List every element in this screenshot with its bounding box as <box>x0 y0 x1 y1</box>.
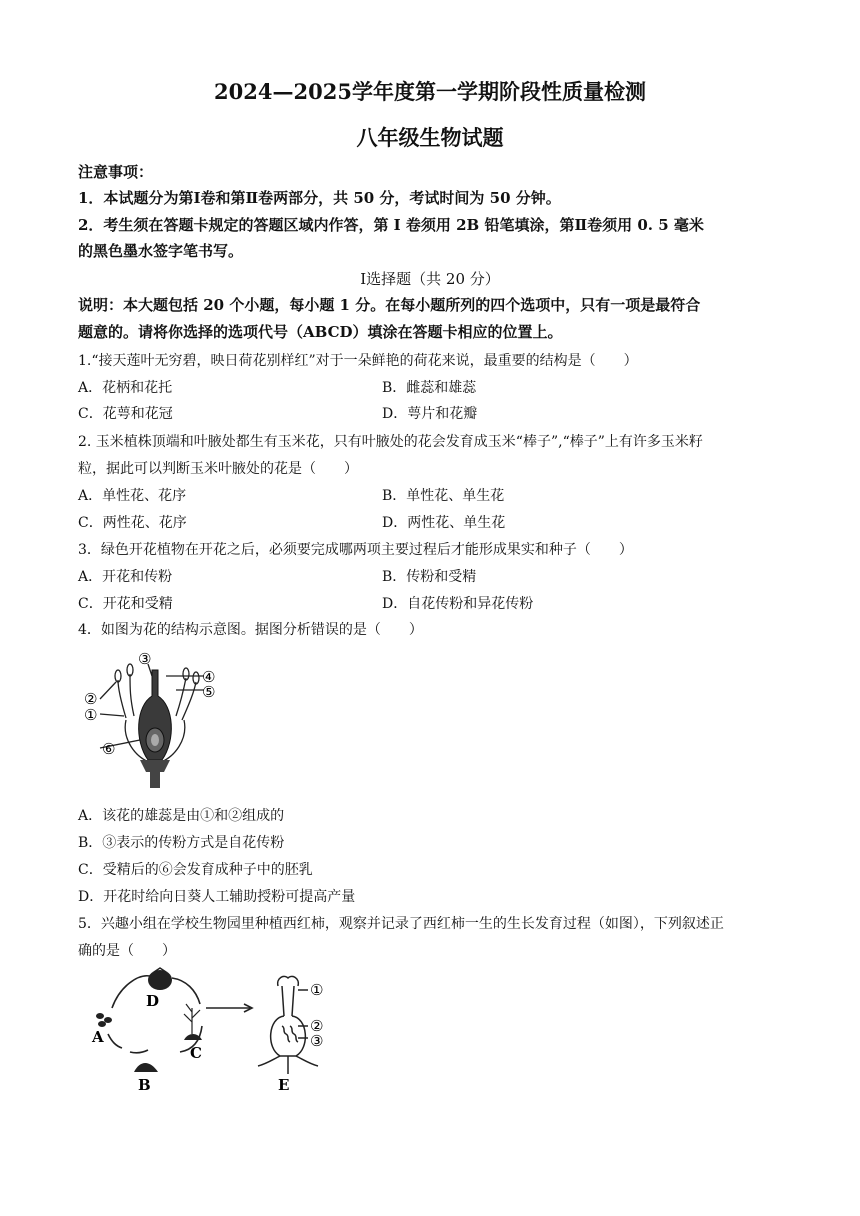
fig5-label-b: B <box>138 1076 151 1094</box>
q4-option-d: D．开花时给向日葵人工辅助授粉可提高产量 <box>78 889 356 905</box>
q1-option-c: C．花萼和花冠 <box>78 406 173 422</box>
fig4-label-3: ③ <box>138 650 152 668</box>
q3-stem: 3．绿色开花植物在开花之后，必须要完成哪两项主要过程后才能形成果实和种子（ ） <box>78 542 633 558</box>
section-desc-line-2: 题意的。请将你选择的选项代号（ABCD）填涂在答题卡相应的位置上。 <box>78 323 563 341</box>
fig4-label-5: ⑤ <box>202 683 216 701</box>
q2-option-a: A．单性花、花序 <box>78 488 187 504</box>
section-desc-line-1: 说明：本大题包括 20 个小题，每小题 1 分。在每小题所列的四个选项中，只有一项是最符合 <box>78 296 701 314</box>
notice-item-2-line-1: 2．考生须在答题卡规定的答题区域内作答，第 I 卷须用 2B 铅笔填涂，第Ⅱ卷须用 0. 5 毫米 <box>78 216 704 234</box>
fig4-label-4: ④ <box>202 668 216 686</box>
fig5-label-1: ① <box>310 981 324 999</box>
q2-option-c: C．两性花、花序 <box>78 515 187 531</box>
q4-option-c: C．受精后的⑥会发育成种子中的胚乳 <box>78 862 313 878</box>
fig4-label-1: ① <box>84 706 98 724</box>
exam-subtitle: 八年级生物试题 <box>356 125 504 150</box>
q5-stem-line-1: 5．兴趣小组在学校生物园里种植西红柿，观察并记录了西红柿一生的生长发育过程（如图），下列叙述正 <box>78 916 724 932</box>
q4-stem: 4．如图为花的结构示意图。据图分析错误的是（ ） <box>78 622 423 638</box>
q2-stem-line-1: 2. 玉米植株顶端和叶腋处都生有玉米花，只有叶腋处的花会发育成玉米“棒子”,“棒子”上有许多玉米籽 <box>78 434 703 450</box>
q4-option-b: B．③表示的传粉方式是自花传粉 <box>78 835 285 851</box>
fig5-label-e: E <box>278 1076 290 1094</box>
fig5-label-a: A <box>92 1028 104 1046</box>
flower-structure-figure <box>78 648 248 790</box>
q3-option-c: C．开花和受精 <box>78 596 173 612</box>
q1-option-d: D．萼片和花瓣 <box>382 406 478 422</box>
fig4-label-6: ⑥ <box>102 740 116 758</box>
fig5-label-3: ③ <box>310 1032 324 1050</box>
section-title: Ⅰ选择题（共 20 分） <box>360 270 500 288</box>
exam-title: 2024—2025学年度第一学期阶段性质量检测 <box>214 79 646 104</box>
fig5-label-2: ② <box>310 1017 324 1035</box>
q1-option-a: A．花柄和花托 <box>78 380 173 396</box>
notice-item-1: 1．本试题分为第Ⅰ卷和第Ⅱ卷两部分，共 50 分，考试时间为 50 分钟。 <box>78 189 561 207</box>
q5-stem-line-2: 确的是（ ） <box>78 943 176 959</box>
q3-option-d: D．自花传粉和异花传粉 <box>382 596 534 612</box>
q1-stem: 1.“接天莲叶无穷碧，映日荷花别样红”对于一朵鲜艳的荷花来说，最重要的结构是（ ） <box>78 353 638 369</box>
q3-option-b: B．传粉和受精 <box>382 569 477 585</box>
q3-option-a: A．开花和传粉 <box>78 569 173 585</box>
q2-stem-line-2: 粒，据此可以判断玉米叶腋处的花是（ ） <box>78 461 358 477</box>
tomato-life-cycle-figure <box>82 964 344 1096</box>
fig5-label-d: D <box>146 992 160 1010</box>
notice-item-2-line-2: 的黑色墨水签字笔书写。 <box>78 242 244 260</box>
q4-option-a: A．该花的雄蕊是由①和②组成的 <box>78 808 285 824</box>
fig5-label-c: C <box>190 1044 202 1062</box>
fig4-label-2: ② <box>84 690 98 708</box>
q2-option-b: B．单性花、单生花 <box>382 488 505 504</box>
q1-option-b: B．雌蕊和雄蕊 <box>382 380 477 396</box>
notice-heading: 注意事项： <box>78 163 154 181</box>
q2-option-d: D．两性花、单生花 <box>382 515 506 531</box>
